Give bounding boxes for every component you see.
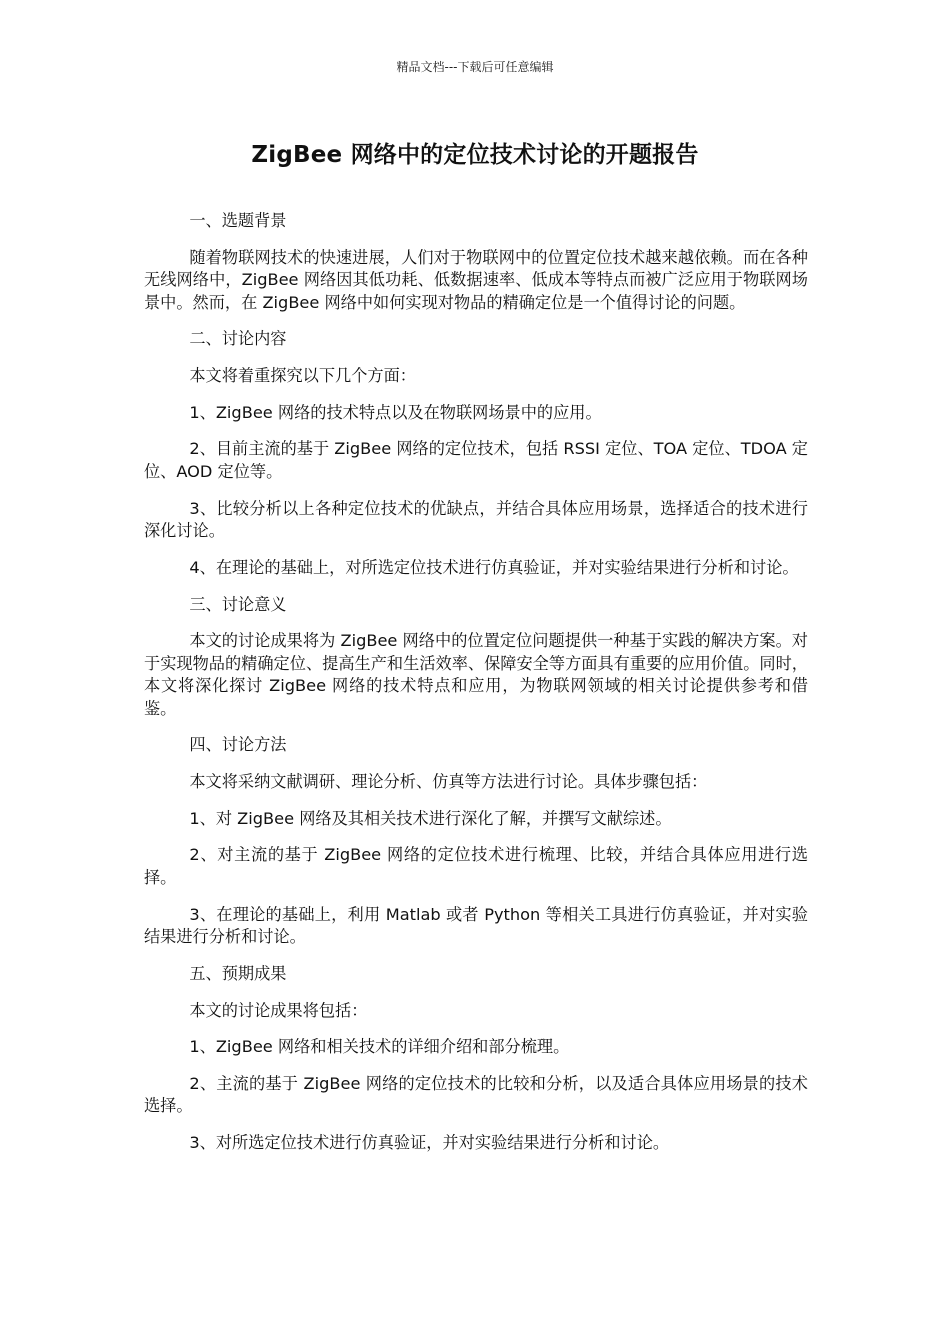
section-heading-results: 五、预期成果	[189, 963, 287, 983]
list-item-results-3: 3、对所选定位技术进行仿真验证，并对实验结果进行分析和讨论。	[189, 1133, 670, 1153]
list-item-content-3: 3、比较分析以上各种定位技术的优缺点，并结合具体应用场景，选择适合的技术进行深化讨论。	[144, 498, 808, 541]
section-heading-content: 二、讨论内容	[189, 329, 287, 349]
list-item-method-1: 1、对 ZigBee 网络及其相关技术进行深化了解，并撰写文献综述。	[189, 808, 672, 828]
list-item-content-1: 1、ZigBee 网络的技术特点以及在物联网场景中的应用。	[189, 402, 602, 422]
header-note: 精品文档---下载后可任意编辑	[396, 60, 554, 74]
paragraph-significance: 本文的讨论成果将为 ZigBee 网络中的位置定位问题提供一种基于实践的解决方案。对于实现物品的精确定位、提高生产和生活效率、保障安全等方面具有重要的应用价值。同时，本文将深化探讨 ZigBee 网络的技术特点和应用，为物联网领域的相关讨论提供参考和借鉴。	[144, 631, 808, 718]
list-item-method-2: 2、对主流的基于 ZigBee 网络的定位技术进行梳理、比较，并结合具体应用进行选择。	[144, 845, 808, 887]
document-title: ZigBee 网络中的定位技术讨论的开题报告	[251, 142, 699, 168]
paragraph-method-intro: 本文将采纳文献调研、理论分析、仿真等方法进行讨论。具体步骤包括：	[189, 772, 708, 792]
paragraph-background: 随着物联网技术的快速进展，人们对于物联网中的位置定位技术越来越依赖。而在各种无线网络中，ZigBee 网络因其低功耗、低数据速率、低成本等特点而被广泛应用于物联网场景中。然而，在 ZigBee 网络中如何实现对物品的精确定位是一个值得讨论的问题。	[144, 247, 808, 312]
list-item-results-2: 2、主流的基于 ZigBee 网络的定位技术的比较和分析，以及适合具体应用场景的技术选择。	[144, 1073, 808, 1116]
list-item-method-3: 3、在理论的基础上，利用 Matlab 或者 Python 等相关工具进行仿真验证，并对实验结果进行分析和讨论。	[144, 904, 808, 947]
list-item-results-1: 1、ZigBee 网络和相关技术的详细介绍和部分梳理。	[189, 1037, 570, 1057]
section-heading-method: 四、讨论方法	[189, 735, 287, 755]
list-item-content-2: 2、目前主流的基于 ZigBee 网络的定位技术，包括 RSSI 定位、TOA 定位、TDOA 定位、AOD 定位等。	[144, 439, 808, 481]
paragraph-results-intro: 本文的讨论成果将包括：	[189, 1000, 368, 1020]
section-heading-significance: 三、讨论意义	[189, 594, 287, 614]
section-heading-background: 一、选题背景	[189, 211, 287, 230]
list-item-content-4: 4、在理论的基础上，对所选定位技术进行仿真验证，并对实验结果进行分析和讨论。	[189, 557, 799, 577]
paragraph-content-intro: 本文将着重探究以下几个方面：	[189, 366, 416, 386]
document-body	[144, 210, 808, 1169]
